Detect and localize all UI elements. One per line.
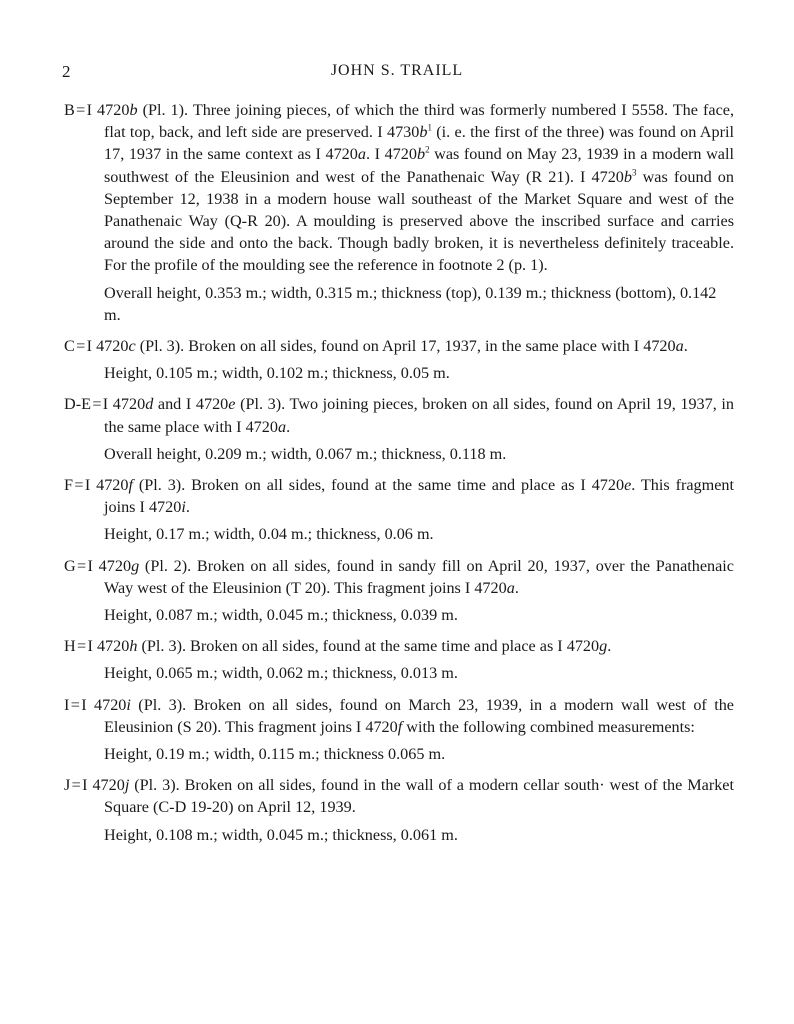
entry-description: C = I 4720c (Pl. 3). Broken on all sides, found on April 17, 1937, in the same place with I 4720a.: [64, 337, 688, 356]
entry-measurements: Height, 0.065 m.; width, 0.062 m.; thickness, 0.013 m.: [104, 664, 458, 683]
catalogue-entry: [64, 335, 734, 384]
entry-description: F = I 4720f (Pl. 3). Broken on all sides, found at the same time and place as I 4720e. This fragment joins I 4720i.: [64, 476, 735, 517]
entry-description: B = I 4720b (Pl. 1). Three joining pieces, of which the third was formerly numbered I 5558. The face, flat top, back, and left side are preserved. I $4730b^1$ (i. e. the first of the three) was found on April 17, 1937 in the same context as I 4720a. I $4720b^2$ was found on May 23, 1939 in a modern wall southwest of the Eleusinion and west of the Panathenaic Way (R 21). I $4720b^3$ was found on September 12, 1938 in a modern house wall southeast of the Market Square and west of the Panathenaic Way (Q-R 20). A moulding is preserved above the inscribed surface and carries around the side and onto the back. Though badly broken, it is nevertheless definitely traceable. For the profile of the moulding see the reference in footnote 2 (p. 1).: [64, 101, 734, 275]
catalogue-entry: [64, 774, 734, 846]
catalogue-entry: [64, 635, 734, 684]
catalogue-entry: [64, 694, 734, 766]
catalogue-entry: [64, 393, 734, 465]
entry-measurements: Height, 0.108 m.; width, 0.045 m.; thickness, 0.061 m.: [104, 825, 458, 844]
page-number: 2: [62, 62, 71, 81]
catalogue-entry: [64, 99, 734, 326]
entry-measurements: Height, 0.087 m.; width, 0.045 m.; thickness, 0.039 m.: [104, 606, 458, 625]
entry-measurements: Height, 0.17 m.; width, 0.04 m.; thickness, 0.06 m.: [104, 525, 434, 544]
entry-measurements: Overall height, 0.209 m.; width, 0.067 m.; thickness, 0.118 m.: [104, 444, 507, 463]
entry-measurements: Overall height, 0.353 m.; width, 0.315 m.; thickness (top), 0.139 m.; thickness (bottom), 0.142 m.: [104, 283, 717, 324]
entry-measurements: Height, 0.105 m.; width, 0.102 m.; thickness, 0.05 m.: [104, 364, 450, 383]
entry-description: H = I 4720h (Pl. 3). Broken on all sides, found at the same time and place as I 4720g.: [64, 637, 612, 656]
running-head: JOHN S. TRAILL: [330, 62, 464, 79]
catalogue-entries: [64, 99, 734, 855]
entry-description: J = I 4720j (Pl. 3). Broken on all sides, found in the wall of a modern cellar south· west of the Market Square (C-D 19-20) on April 12, 1939.: [64, 776, 734, 817]
entry-description: G = I 4720g (Pl. 2). Broken on all sides, found in sandy fill on April 20, 1937, over the Panathenaic Way west of the Eleusinion (T 20). This fragment joins I 4720a.: [64, 556, 734, 597]
entry-measurements: Height, 0.19 m.; width, 0.115 m.; thickness 0.065 m.: [104, 745, 446, 764]
entry-description: D-E = I 4720d and I 4720e (Pl. 3). Two joining pieces, broken on all sides, found on April 19, 1937, in the same place with I 4720a.: [64, 395, 734, 436]
catalogue-entry: [64, 555, 734, 627]
entry-description: I = I 4720i (Pl. 3). Broken on all sides, found on March 23, 1939, in a modern wall west of the Eleusinion (S 20). This fragment joins I 4720f with the following combined measurements:: [64, 695, 734, 736]
catalogue-entry: [64, 474, 734, 546]
